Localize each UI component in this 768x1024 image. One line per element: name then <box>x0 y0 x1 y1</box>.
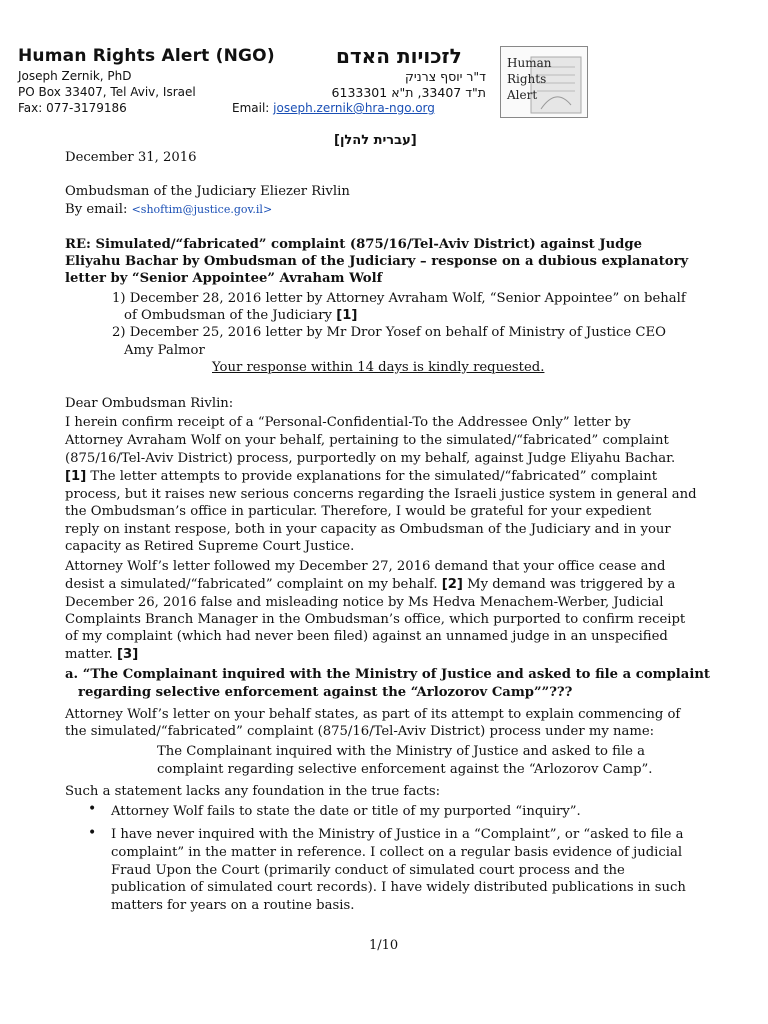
section-heading: regarding selective enforcement against the “Arlozorov Camp””??? <box>78 685 573 700</box>
paragraph-line: Attorney Avraham Wolf on your behalf, pertaining to the simulated/“fabricated” complaint <box>65 433 669 448</box>
quote-line: The Complainant inquired with the Ministry of Justice and asked to file a <box>157 744 646 759</box>
page-number: 1/10 <box>369 938 399 953</box>
quote-line: complaint regarding selective enforcement against the “Arlozorov Camp”. <box>157 762 653 777</box>
bullet-text: Attorney Wolf fails to state the date or title of my purported “inquiry”. <box>111 804 581 819</box>
section-heading: a. “The Complainant inquired with the Ministry of Justice and asked to file a complaint <box>65 667 711 682</box>
bullet-text: complaint” in the matter in reference. I collect on a regular basis evidence of judicial <box>111 845 683 860</box>
person-name-hebrew: ד"ר יוסף צרניק <box>404 69 486 84</box>
logo <box>500 46 588 118</box>
paragraph-line: the Ombudsman’s office in particular. Therefore, I would be grateful for your expedient <box>65 504 652 519</box>
paragraph-line: Such a statement lacks any foundation in the true facts: <box>65 784 441 799</box>
reference-tag: [3] <box>117 647 139 662</box>
paragraph-text: matter. <box>65 647 118 662</box>
bullet-text: matters for years on a routine basis. <box>111 898 355 913</box>
person-name: Joseph Zernik, PhD <box>18 69 132 83</box>
paragraph-line: December 26, 2016 false and misleading notice by Ms Hedva Menachem-Werber, Judicial <box>65 595 664 610</box>
bullet-text: Fraud Upon the Court (primarily conduct of simulated court process and the <box>111 863 625 878</box>
paragraph-line <box>65 468 657 486</box>
paragraph-line: process, but it raises new serious concerns regarding the Israeli justice system in general and <box>65 487 697 502</box>
recipient: Ombudsman of the Judiciary Eliezer Rivlin <box>65 184 350 199</box>
address: PO Box 33407, Tel Aviv, Israel <box>18 85 196 99</box>
reference-item: Amy Palmor <box>124 343 205 358</box>
hebrew-note: [עברית להלן] <box>334 133 417 148</box>
paragraph-text: desist a simulated/“fabricated” complaint on my behalf. <box>65 577 442 592</box>
reference-item: 1) December 28, 2016 letter by Attorney Avraham Wolf, “Senior Appointee” on behalf <box>112 291 686 306</box>
response-request: Your response within 14 days is kindly requested. <box>212 360 545 375</box>
recipient-email[interactable]: <shoftim@justice.gov.il> <box>131 203 273 216</box>
reference-item: 2) December 25, 2016 letter by Mr Dror Yosef on behalf of Ministry of Justice CEO <box>112 325 666 340</box>
paragraph-line: of my complaint (which had never been filed) against an unnamed judge in an unspecified <box>65 629 668 644</box>
paragraph-line: Attorney Wolf’s letter on your behalf states, as part of its attempt to explain commencing of <box>65 707 681 722</box>
by-email-label: By email: <box>65 202 128 217</box>
paragraph-line: capacity as Retired Supreme Court Justice. <box>65 539 355 554</box>
paragraph-line: Complaints Branch Manager in the Ombudsman’s office, which purported to confirm receipt <box>65 612 686 627</box>
logo-text-line: Rights <box>507 72 547 86</box>
reference-tag: [1] <box>336 308 358 323</box>
bullet-icon: • <box>88 801 97 817</box>
address-hebrew: ת"ד 33407, ת"א 6133301 <box>331 85 486 100</box>
org-name: Human Rights Alert (NGO) <box>18 46 275 66</box>
re-line: Eliyahu Bachar by Ombudsman of the Judiciary – response on a dubious explanatory <box>65 254 689 269</box>
paragraph-line: Attorney Wolf’s letter followed my December 27, 2016 demand that your office cease and <box>65 559 666 574</box>
logo-text-line: Alert <box>507 88 538 102</box>
paragraph-line: reply on instant respose, both in your capacity as Ombudsman of the Judiciary and in your <box>65 522 671 537</box>
fax: Fax: 077-3179186 <box>18 101 127 115</box>
salutation: Dear Ombudsman Rivlin: <box>65 396 234 411</box>
bullet-text: publication of simulated court records). I have widely distributed publications in such <box>111 880 686 895</box>
reference-text: of Ombudsman of the Judiciary <box>124 308 337 323</box>
bullet-icon: • <box>88 825 97 841</box>
email-line <box>232 101 435 115</box>
reference-tag: [2] <box>441 577 463 592</box>
logo-text-line: Human <box>507 56 552 70</box>
email-link[interactable]: joseph.zernik@hra-ngo.org <box>273 101 435 115</box>
by-email-line <box>65 201 272 219</box>
paragraph-text: My demand was triggered by a <box>462 577 676 592</box>
re-line: RE: Simulated/“fabricated” complaint (875/16/Tel-Aviv District) against Judge <box>65 237 642 252</box>
paragraph-line: (875/16/Tel-Aviv District) process, purportedly on my behalf, against Judge Eliyahu Bachar. <box>65 451 676 466</box>
paragraph-line <box>65 646 138 664</box>
paragraph-text: The letter attempts to provide explanations for the simulated/“fabricated” complaint <box>86 469 658 484</box>
reference-item <box>124 307 357 325</box>
letter-date: December 31, 2016 <box>65 150 197 165</box>
org-name-hebrew: לזכויות האדם <box>336 44 462 68</box>
paragraph-line: the simulated/“fabricated” complaint (875/16/Tel-Aviv District) process under my name: <box>65 724 655 739</box>
logo-text <box>507 55 551 103</box>
bullet-text: I have never inquired with the Ministry of Justice in a “Complaint”, or “asked to file a <box>111 827 684 842</box>
paragraph-line <box>65 576 675 594</box>
reference-tag: [1] <box>65 469 87 484</box>
re-line: letter by “Senior Appointee” Avraham Wolf <box>65 271 383 286</box>
paragraph-line: I herein confirm receipt of a “Personal-Confidential-To the Addressee Only” letter by <box>65 415 631 430</box>
email-label: Email: <box>232 101 270 115</box>
